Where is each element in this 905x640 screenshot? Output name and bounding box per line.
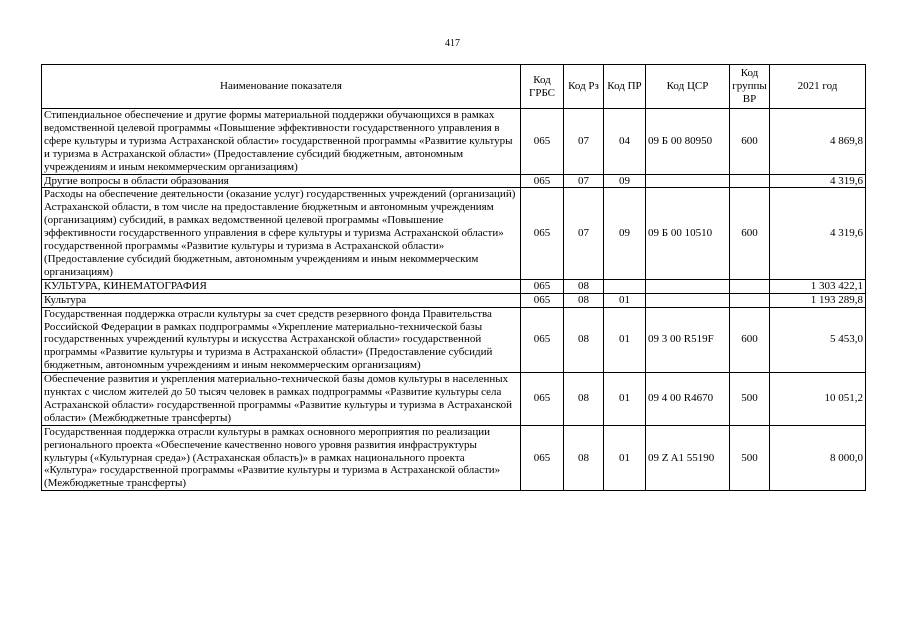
row-name: Культура — [42, 293, 521, 307]
row-rz: 08 — [564, 425, 604, 491]
row-amount: 1 303 422,1 — [770, 279, 866, 293]
row-amount: 4 869,8 — [770, 109, 866, 175]
header-name: Наименование показателя — [42, 65, 521, 109]
row-csr: 09 Z A1 55190 — [646, 425, 730, 491]
table-row — [42, 425, 866, 491]
row-csr — [646, 279, 730, 293]
row-csr: 09 Б 00 80950 — [646, 109, 730, 175]
row-pr: 01 — [604, 373, 646, 426]
row-vr: 500 — [730, 425, 770, 491]
table-row — [42, 307, 866, 373]
row-grbs: 065 — [521, 109, 564, 175]
header-rz: Код Рз — [564, 65, 604, 109]
header-grbs: Код ГРБС — [521, 65, 564, 109]
row-pr: 01 — [604, 425, 646, 491]
row-csr — [646, 293, 730, 307]
row-vr: 600 — [730, 307, 770, 373]
table-row — [42, 188, 866, 279]
row-grbs: 065 — [521, 174, 564, 188]
row-vr — [730, 174, 770, 188]
header-pr: Код ПР — [604, 65, 646, 109]
row-amount: 4 319,6 — [770, 174, 866, 188]
header-csr: Код ЦСР — [646, 65, 730, 109]
row-pr: 01 — [604, 293, 646, 307]
table-row — [42, 109, 866, 175]
row-rz: 08 — [564, 293, 604, 307]
row-vr — [730, 293, 770, 307]
row-grbs: 065 — [521, 188, 564, 279]
row-rz: 07 — [564, 188, 604, 279]
row-vr: 500 — [730, 373, 770, 426]
row-amount: 5 453,0 — [770, 307, 866, 373]
table-row — [42, 279, 866, 293]
row-name: Расходы на обеспечение деятельности (оказание услуг) государственных учреждений (организаций) Астраханской области, в том числе на предоставление бюджетным и автономным учреждениям (организациям) субсидий, в рамках ведомственной целевой программы «Повышение эффективности государственного управления в сфере культуры и туризма Астраханской области» государственной программы «Развитие культуры и туризма в Астраханской области» (Предоставление субсидий бюджетным, автономным учреждениям и иным некоммерческим организациям) — [42, 188, 521, 279]
header-vr: Код группы ВР — [730, 65, 770, 109]
row-rz: 08 — [564, 373, 604, 426]
row-amount: 4 319,6 — [770, 188, 866, 279]
row-name: Государственная поддержка отрасли культуры за счет средств резервного фонда Правительства Российской Федерации в рамках подпрограммы «Укрепление материально-технической базы государственных учреждений культуры и искусства Астраханской области» государственной программы «Развитие культуры и туризма в Астраханской области» (Предоставление субсидий бюджетным, автономным учреждениям и иным некоммерческим организациям) — [42, 307, 521, 373]
row-amount: 8 000,0 — [770, 425, 866, 491]
row-amount: 10 051,2 — [770, 373, 866, 426]
row-csr: 09 3 00 R519F — [646, 307, 730, 373]
row-pr: 09 — [604, 188, 646, 279]
row-csr — [646, 174, 730, 188]
table-row — [42, 293, 866, 307]
row-rz: 07 — [564, 109, 604, 175]
row-vr: 600 — [730, 188, 770, 279]
row-csr: 09 4 00 R4670 — [646, 373, 730, 426]
row-pr: 09 — [604, 174, 646, 188]
row-pr — [604, 279, 646, 293]
row-rz: 08 — [564, 279, 604, 293]
row-name: Обеспечение развития и укрепления материально-технической базы домов культуры в населенных пунктах с числом жителей до 50 тысяч человек в рамках подпрограммы «Развитие культуры села Астраханской области» государственной программы «Развитие культуры и туризма в Астраханской области» (Межбюджетные трансферты) — [42, 373, 521, 426]
row-rz: 07 — [564, 174, 604, 188]
row-grbs: 065 — [521, 373, 564, 426]
row-grbs: 065 — [521, 425, 564, 491]
header-year: 2021 год — [770, 65, 866, 109]
row-pr: 04 — [604, 109, 646, 175]
row-name: Другие вопросы в области образования — [42, 174, 521, 188]
row-csr: 09 Б 00 10510 — [646, 188, 730, 279]
row-name: Стипендиальное обеспечение и другие формы материальной поддержки обучающихся в рамках ведомственной целевой программы «Повышение эффективности государственного управления в сфере культуры и туризма Астраханской области» государственной программы «Развитие культуры и туризма в Астраханской области» (Предоставление субсидий бюджетным, автономным учреждениям и иным некоммерческим организациям) — [42, 109, 521, 175]
table-row — [42, 373, 866, 426]
row-rz: 08 — [564, 307, 604, 373]
row-vr: 600 — [730, 109, 770, 175]
row-grbs: 065 — [521, 307, 564, 373]
row-vr — [730, 279, 770, 293]
row-pr: 01 — [604, 307, 646, 373]
row-grbs: 065 — [521, 279, 564, 293]
table-row — [42, 174, 866, 188]
table-header-row — [42, 65, 866, 109]
row-amount: 1 193 289,8 — [770, 293, 866, 307]
row-name: КУЛЬТУРА, КИНЕМАТОГРАФИЯ — [42, 279, 521, 293]
row-grbs: 065 — [521, 293, 564, 307]
page-number: 417 — [445, 38, 460, 49]
row-name: Государственная поддержка отрасли культуры в рамках основного мероприятия по реализации регионального проекта «Обеспечение качественно нового уровня развития инфраструктуры культуры («Культурная среда») (Астраханская область)» в рамках национального проекта «Культура» государственной программы «Развитие культуры и туризма в Астраханской области» (Межбюджетные трансферты) — [42, 425, 521, 491]
budget-table — [41, 64, 866, 491]
